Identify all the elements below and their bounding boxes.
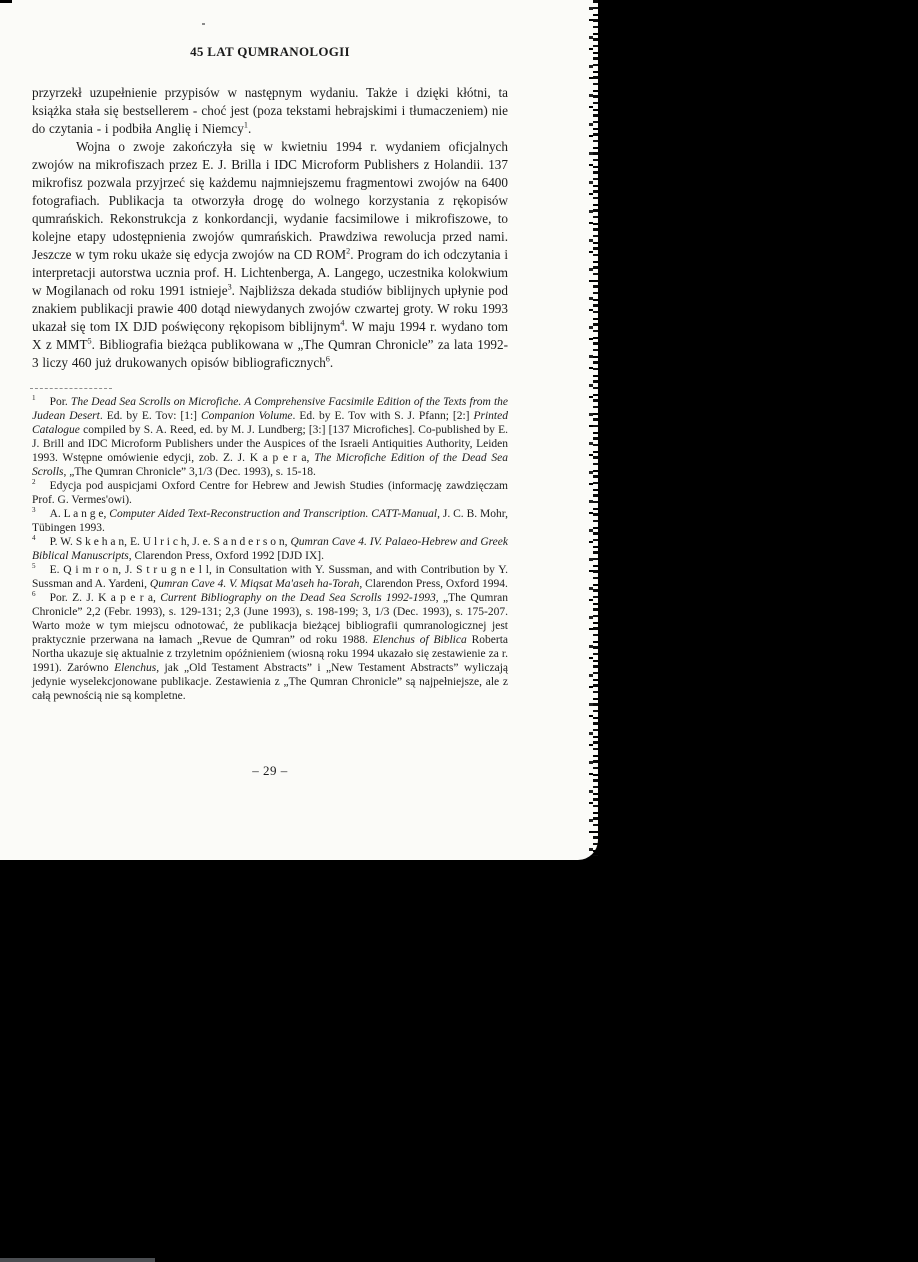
scan-edge-noise <box>589 0 598 856</box>
footnote-reference: 3 <box>227 282 232 292</box>
footnote <box>32 479 508 507</box>
scanned-page <box>0 0 598 860</box>
text-run: . Ed. by E. Tov: [1:] <box>99 410 201 422</box>
text-run: Edycja pod auspicjami Oxford Centre for Hebrew and Jewish Studies (informację zawdzięczam Prof. G. Vermes'owi). <box>32 480 508 506</box>
text-run: . Najbliższa dekada studiów biblijnych upłynie pod znakiem publikacji prawie 400 dotąd niewydanych zwojów czwartej groty. W roku 1993 ukazał się tom IX DJD poświęcony rękopisom biblijnym <box>32 283 508 334</box>
footnote-reference: 6 <box>325 354 330 364</box>
text-run: . <box>247 121 252 136</box>
text-run: . <box>329 355 334 370</box>
body-text <box>32 84 508 372</box>
footnote-marker: 3 <box>32 506 36 515</box>
text-run: Por. Z. J. K a p e r a, <box>49 592 161 604</box>
text-run: P. W. S k e h a n, E. U l r i c h, J. e. S a n d e r s o n, <box>49 536 291 548</box>
text-run: , Clarendon Press, Oxford 1994. <box>359 578 508 590</box>
text-run: E. Q i m r o n, J. S t r u g n e l l, in Consultation with Y. Sussman, and with Contribution by Y. Sussman and A. Yardeni, <box>32 564 508 590</box>
text-run: Wojna o zwoje zakończyła się w kwietniu 1994 r. wydaniem oficjalnych zwojów na mikrofiszach przez E. J. Brilla i IDC Microform Publishers z Holandii. 137 mikrofisz pozwala przyjrzeć się każdemu najmniejszemu fragmentowi zwojów na 6400 fotografiach. Publikacja ta otworzyła drogę do wolnego korzystania z rękopisów qumrańskich. Rekonstrukcja z konkordancji, wydanie facsimilowe i mikrofiszowe, to kolejne etapy udostępnienia zwojów qumrańskich. Prawdziwa rewolucja przed nami. Jeszcze w tym roku ukaże się edycja zwojów na CD ROM <box>32 139 508 262</box>
footnotes <box>32 395 508 703</box>
footnote <box>32 507 508 535</box>
scan-speck <box>202 23 205 25</box>
text-run: The Dead Sea Scrolls on Microfiche. A Comprehensive Facsimile Edition of the Texts from the Judean Desert <box>32 396 508 422</box>
footnote-marker: 2 <box>32 478 36 487</box>
footnote-reference: 1 <box>243 120 248 130</box>
scan-artifact-bottom-bar <box>0 1258 155 1262</box>
footnote-marker: 6 <box>32 590 36 599</box>
footnote <box>32 395 508 479</box>
text-run: jak „Old Testament Abstracts” i „New Testament Abstracts” wyliczają jedynie wyselekcjonowane publikacje. Zestawienia z „The Qumran Chronicle” są najpełniejsze, ale z całą pewnością nie są kompletne. <box>32 662 509 702</box>
footnote-reference: 2 <box>346 246 351 256</box>
text-run: . Program do ich odczytania i interpretacji autorstwa ucznia prof. H. Lichtenberga, A. Langego, uczestnika kolokwium w Mogilanach od roku 1991 istnieje <box>32 247 508 298</box>
footnote-marker: 4 <box>32 534 36 543</box>
text-run: , J. C. B. Mohr, Tübingen 1993. <box>32 508 508 534</box>
body-paragraph <box>32 138 508 372</box>
footnote <box>32 591 508 703</box>
footnote <box>32 563 508 591</box>
text-run: , „The Qumran Chronicle” 2,2 (Febr. 1993), s. 129-131; 2,3 (June 1993), s. 198-199; 3, 1/3 (Dec. 1993), s. 175-207. Warto może w tym miejscu odnotować, że publikacja bieżącej bibliografii qumranologicznej jest praktycznie przerwana na łamach „Revue de Qumran” od roku 1988. <box>32 592 509 646</box>
footnote-reference: 4 <box>340 318 345 328</box>
text-run: . W maju 1994 r. wydano tom X z MMT <box>32 319 508 352</box>
text-run: A. L a n g e, <box>49 508 110 520</box>
text-run: Qumran Cave 4. V. Miqsat Ma'aseh ha-Torah <box>149 578 360 590</box>
text-run: przyrzekł uzupełnienie przypisów w następnym wydaniu. Także i dzięki kłótni, ta książka stała się bestsellerem - choć jest (poza tekstami hebrajskimi i tłumaczeniem) nie do czytania - i podbiła Anglię i Niemcy <box>32 85 508 136</box>
text-run: , „The Qumran Chronicle” 3,1/3 (Dec. 1993), s. 15-18. <box>63 466 316 478</box>
text-run: Companion Volume <box>201 410 293 422</box>
text-run: . Bibliografia bieżąca publikowana w „The Qumran Chronicle” za lata 1992-3 liczy 460 już drukowanych opisów bibliograficznych <box>32 337 509 370</box>
page-number: – 29 – <box>252 763 288 778</box>
scan-artifact-top-left <box>0 0 12 3</box>
text-run: Printed Catalogue <box>32 410 508 436</box>
text-run: . Ed. by E. Tov with S. J. Pfann; [2:] <box>292 410 474 422</box>
body-paragraph <box>32 84 508 138</box>
footnote-separator-rule <box>30 388 112 389</box>
running-header: 45 LAT QUMRANOLOGII <box>190 44 350 59</box>
footnote-marker: 1 <box>32 394 36 403</box>
text-run: Computer Aided Text-Reconstruction and Transcription. CATT-Manual <box>109 508 438 520</box>
text-run: Qumran Cave 4. IV. Palaeo-Hebrew and Greek Biblical Manuscripts <box>32 536 508 562</box>
footnote <box>32 535 508 563</box>
text-run: Roberta Northa ukazuje się aktualnie z trzyletnim opóźnieniem (wiosną roku 1994 ukazało się zestawienie za r. 1991). Zarówno <box>32 634 508 674</box>
text-run: Current Bibliography on the Dead Sea Scrolls 1992-1993 <box>160 592 436 604</box>
text-run: Por. <box>49 396 71 408</box>
text-run: Elenchus of Biblica <box>372 634 467 646</box>
text-run: , Clarendon Press, Oxford 1992 [DJD IX]. <box>128 550 324 562</box>
text-run: compiled by S. A. Reed, ed. by M. J. Lundberg; [3:] [137 Microfiches]. Co-published by E. J. Brill and IDC Microform Publishers under the Auspices of the Israeli Antiquities Authority, Leiden 1993. Wstępne omówienie edycji, zob. Z. J. K a p e r a, <box>32 424 508 464</box>
footnote-marker: 5 <box>32 562 36 571</box>
text-run: The Microfiche Edition of the Dead Sea Scrolls <box>32 452 508 478</box>
text-run: Elenchus, <box>114 662 160 674</box>
footnote-reference: 5 <box>87 336 92 346</box>
